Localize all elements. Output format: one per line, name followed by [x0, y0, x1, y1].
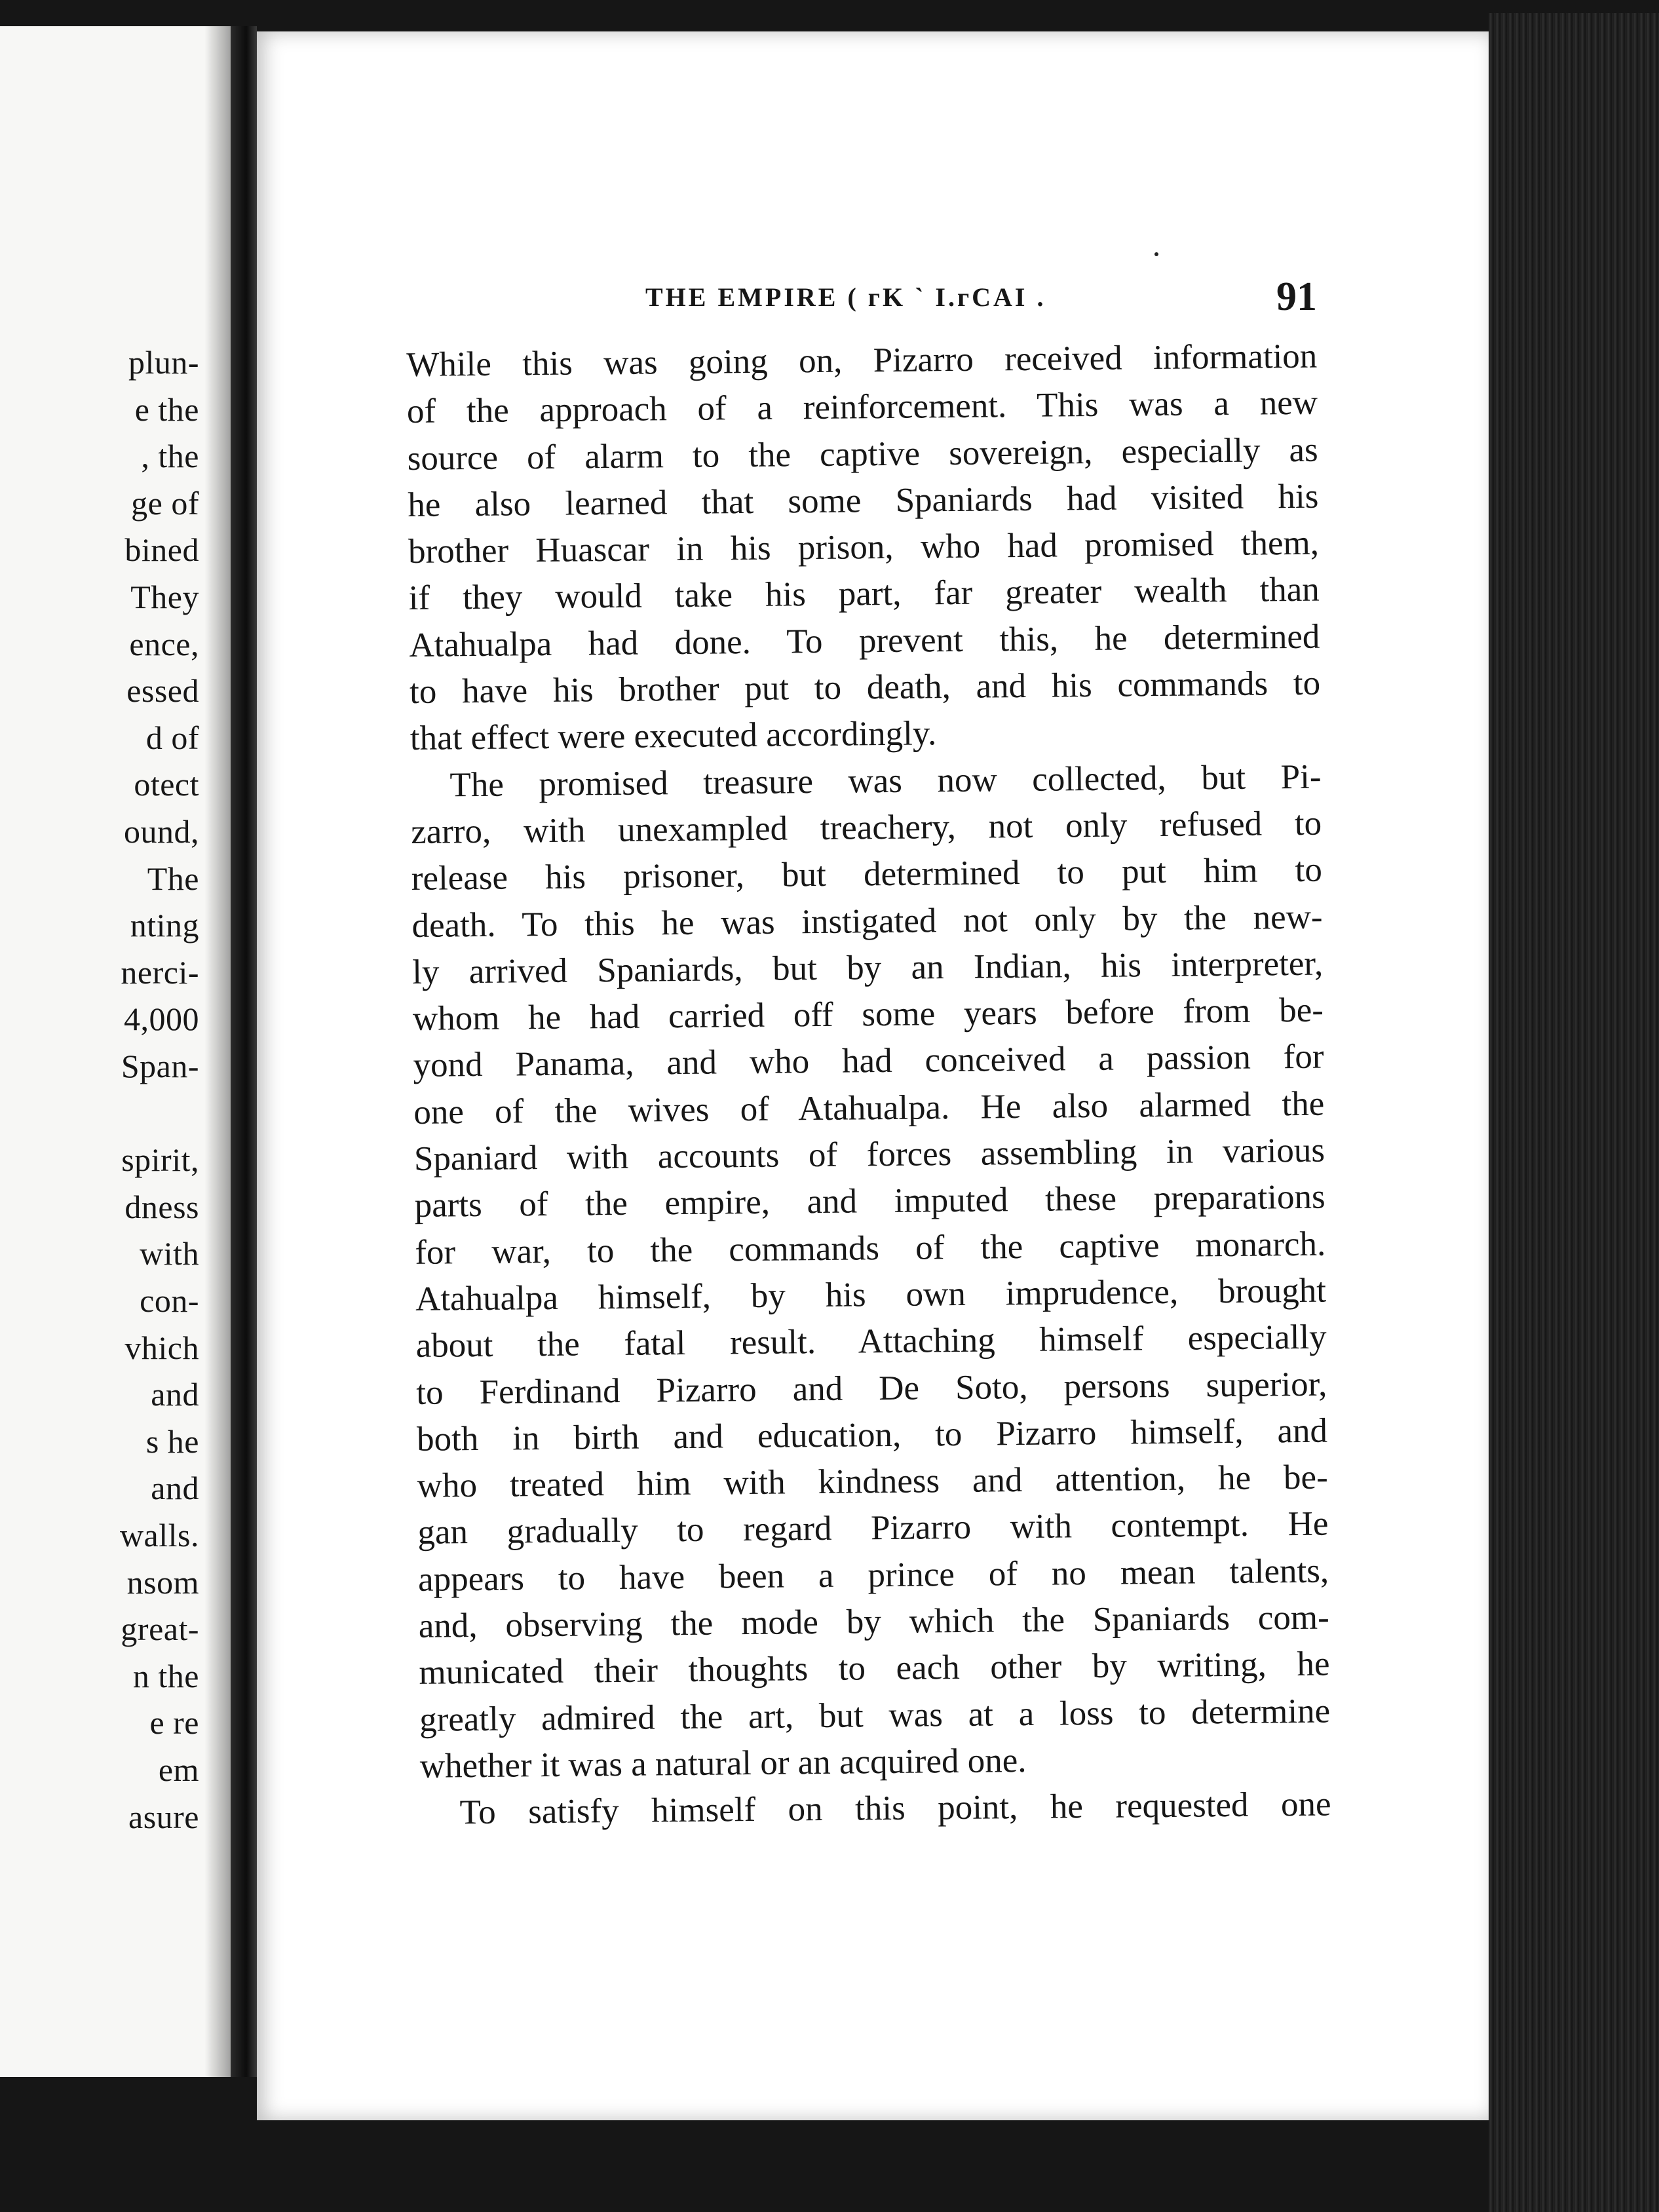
- previous-page-line-fragment: They: [130, 579, 199, 615]
- previous-page-line-fragment: with: [140, 1235, 199, 1272]
- previous-page-line-fragment: , the: [141, 438, 199, 475]
- text-line: Spaniard with accounts of forces assembling in various: [413, 1131, 1325, 1178]
- previous-page-line-fragment: otect: [134, 766, 199, 803]
- previous-page-line-fragment: plun-: [128, 344, 199, 381]
- text-line: gan gradually to regard Pizarro with contempt. He: [417, 1504, 1329, 1552]
- body-text: [406, 334, 1331, 1837]
- binding-shade: [204, 26, 231, 2077]
- text-line: While this was going on, Pizarro received information: [406, 337, 1318, 384]
- previous-page-line-fragment: n the: [132, 1657, 199, 1694]
- text-line: appears to have been a prince of no mean talents,: [417, 1552, 1329, 1599]
- text-line: ly arrived Spaniards, but by an Indian, his interpreter,: [411, 944, 1324, 991]
- page-number: 91: [1276, 275, 1317, 319]
- previous-page-line-fragment: nsom: [126, 1563, 199, 1601]
- text-line: to have his brother put to death, and his commands to: [409, 664, 1321, 712]
- text-line: zarro, with unexampled treachery, not only refused to: [410, 804, 1322, 851]
- text-line: for war, to the commands of the captive monarch.: [415, 1225, 1326, 1272]
- previous-page-fragment: [0, 26, 231, 2077]
- previous-page-line-fragment: The: [147, 860, 199, 897]
- previous-page-line-fragment: 4,000: [124, 1001, 199, 1038]
- text-line: release his prisoner, but determined to put him to: [411, 850, 1323, 898]
- text-line: greatly admired the art, but was at a loss to determine: [419, 1692, 1331, 1739]
- text-line: that effect were executed accordingly.: [410, 714, 937, 758]
- previous-page-line-fragment: ge of: [131, 484, 199, 522]
- book-page-edges: [1489, 13, 1659, 2212]
- previous-page-line-fragment: ence,: [129, 625, 199, 662]
- previous-page-line-fragment: walls.: [119, 1517, 199, 1554]
- text-line: if they would take his part, far greater wealth than: [408, 571, 1320, 618]
- text-line: whether it was a natural or an acquired one.: [419, 1741, 1027, 1785]
- previous-page-line-fragment: ound,: [124, 813, 199, 850]
- text-line: whom he had carried off some years before from be-: [412, 991, 1324, 1039]
- text-line: municated their thoughts to each other by writing, he: [419, 1645, 1330, 1692]
- previous-page-line-fragment: and: [151, 1376, 199, 1413]
- text-line: yond Panama, and who had conceived a passion for: [413, 1038, 1324, 1085]
- text-line: he also learned that some Spaniards had visited his: [408, 477, 1319, 524]
- previous-page-line-fragment: em: [158, 1751, 199, 1788]
- text-line: both in birth and education, to Pizarro himself, and: [416, 1411, 1328, 1459]
- text-line: source of alarm to the captive sovereign, especially as: [407, 430, 1318, 478]
- previous-page-line-fragment: e re: [149, 1704, 199, 1742]
- previous-page-line-fragment: bined: [124, 531, 199, 569]
- previous-page-line-fragment: s he: [145, 1422, 199, 1460]
- previous-page-line-fragment: asure: [128, 1798, 199, 1835]
- text-line: To satisfy himself on this point, he requested one: [459, 1785, 1331, 1832]
- text-line: and, observing the mode by which the Spaniards com-: [418, 1598, 1330, 1645]
- previous-page-line-fragment: nerci-: [121, 953, 199, 991]
- previous-page-line-fragment: Span-: [121, 1048, 199, 1084]
- previous-page-line-fragment: great-: [121, 1611, 199, 1648]
- text-line: brother Huascar in his prison, who had promised them,: [408, 524, 1320, 571]
- text-line: parts of the empire, and imputed these preparations: [414, 1177, 1325, 1225]
- binding-gutter: [231, 26, 257, 2077]
- previous-page-line-fragment: con-: [140, 1282, 199, 1319]
- text-line: about the fatal result. Attaching himself especially: [415, 1318, 1327, 1365]
- previous-page-line-fragment: and: [151, 1470, 199, 1507]
- text-line: The promised treasure was now collected, but Pi-: [449, 757, 1322, 805]
- text-line: who treated him with kindness and attention, he be-: [417, 1458, 1328, 1506]
- text-line: Atahualpa had done. To prevent this, he determined: [409, 617, 1320, 664]
- previous-page-line-fragment: d of: [145, 719, 199, 756]
- running-title: THE EMPIRE ( ᴦK ` I.ᴦCAI .: [645, 282, 1046, 312]
- previous-page-line-fragment: nting: [130, 907, 199, 944]
- previous-page-line-fragment: vhich: [124, 1329, 199, 1366]
- previous-page-line-fragment: essed: [126, 672, 199, 710]
- previous-page-line-fragment: spirit,: [121, 1141, 199, 1179]
- text-line: to Ferdinand Pizarro and De Soto, persons superior,: [416, 1365, 1327, 1412]
- ink-speck: [1154, 252, 1158, 256]
- text-line: of the approach of a reinforcement. This was a new: [406, 383, 1318, 431]
- previous-page-line-fragment: e the: [134, 391, 199, 428]
- text-line: Atahualpa himself, by his own imprudence, brought: [415, 1271, 1327, 1318]
- text-line: death. To this he was instigated not only by the new-: [411, 898, 1323, 945]
- text-line: one of the wives of Atahualpa. He also alarmed the: [413, 1084, 1325, 1132]
- previous-page-line-fragment: dness: [124, 1188, 199, 1225]
